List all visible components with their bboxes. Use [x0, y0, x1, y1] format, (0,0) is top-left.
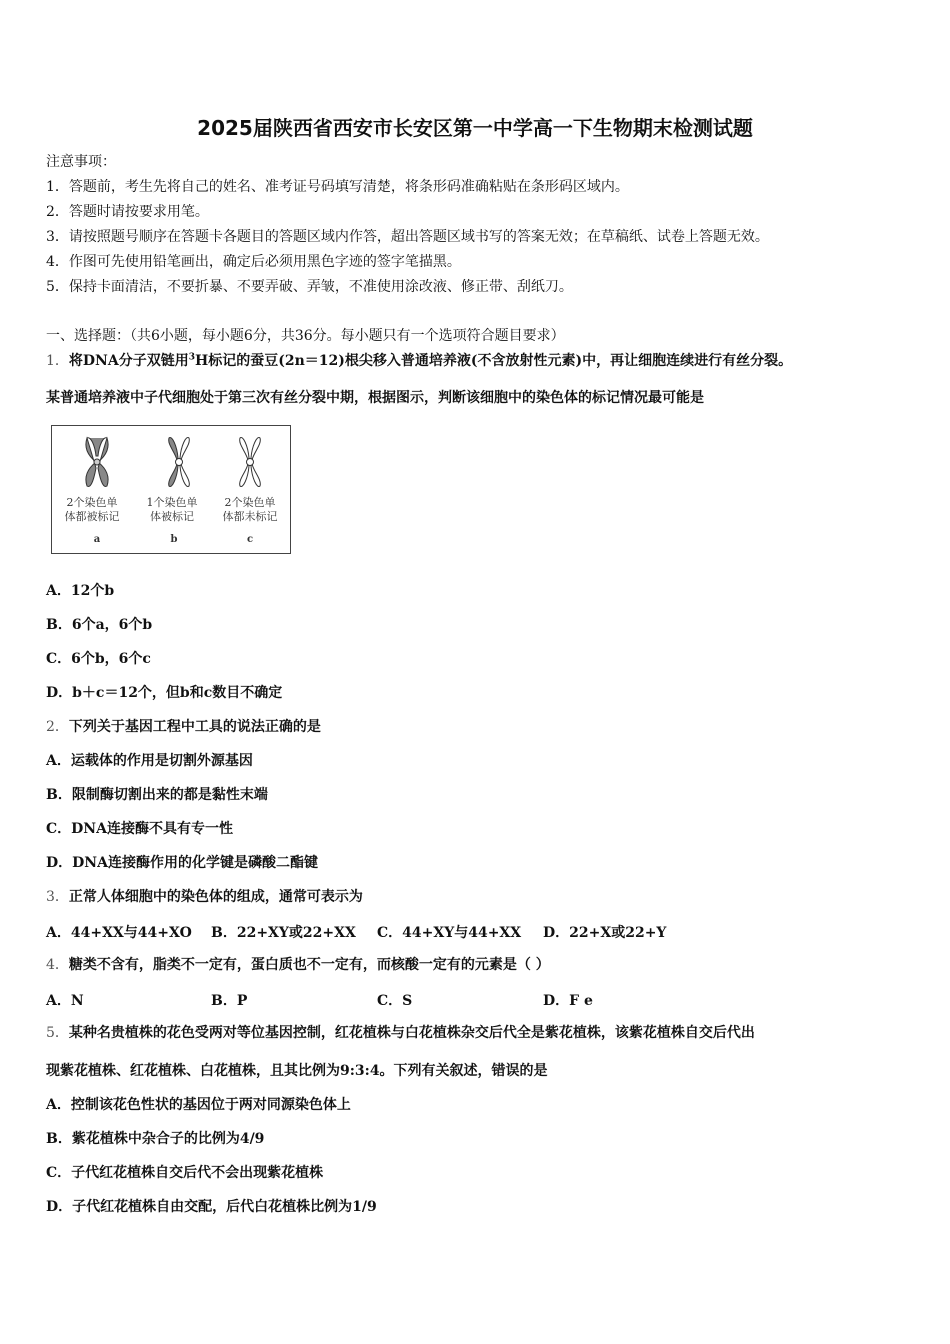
- notice-item: 2．答题时请按要求用笔。: [46, 204, 209, 220]
- q2-option-d: D．DNA连接酶作用的化学键是磷酸二酯键: [46, 855, 318, 871]
- q1-option-c: C．6个b，6个c: [46, 651, 151, 667]
- question-5-stem: 5．某种名贵植株的花色受两对等位基因控制，红花植株与白花植株杂交后代全是紫花植株，该紫花植株自交后代出: [46, 1025, 755, 1041]
- caption-a: 2个染色单 体都被标记: [64, 496, 120, 523]
- notice-item: 5．保持卡面清洁，不要折暴、不要弄破、弄皱，不准使用涂改液、修正带、刮纸刀。: [46, 279, 573, 295]
- q5-option-c: C．子代红花植株自交后代不会出现紫花植株: [46, 1165, 324, 1181]
- label-b: b: [170, 534, 178, 545]
- question-number: 1．: [46, 353, 69, 369]
- question-number: 2．: [46, 719, 69, 735]
- q5-option-b: B．紫花植株中杂合子的比例为4/9: [46, 1131, 265, 1147]
- chromosome-a: [86, 438, 108, 487]
- section-heading: 一、选择题：（共6小题，每小题6分，共36分。每小题只有一个选项符合题目要求）: [46, 328, 565, 344]
- q4-option-d: D．F e: [543, 993, 593, 1009]
- q5-option-d: D．子代红花植株自由交配，后代白花植株比例为1/9: [46, 1199, 377, 1215]
- chromosome-b: [169, 438, 190, 487]
- question-1-stem: 1．将DNA分子双链用$^3$H标记的蚕豆(2n＝12)根尖移入普通培养液(不含放射性元素)中，再让细胞连续进行有丝分裂。: [46, 352, 793, 369]
- q3-option-b: B．22+XY或22+XX: [211, 925, 356, 941]
- q1-option-d: D．b＋c＝12个，但b和c数目不确定: [46, 685, 283, 701]
- question-number: 4．: [46, 957, 69, 973]
- label-c: c: [246, 534, 254, 545]
- q4-option-a: A．N: [46, 993, 84, 1009]
- notice-item: 4．作图可先使用铅笔画出，确定后必须用黑色字迹的签字笔描黑。: [46, 254, 461, 270]
- question-5-stem-cont: 现紫花植株、红花植株、白花植株，且其比例为9:3:4。下列有关叙述，错误的是: [46, 1063, 548, 1079]
- q3-option-c: C．44+XY与44+XX: [377, 925, 522, 941]
- question-2-stem: 2．下列关于基因工程中工具的说法正确的是: [46, 719, 321, 735]
- q2-option-c: C．DNA连接酶不具有专一性: [46, 821, 233, 837]
- question-3-stem: 3．正常人体细胞中的染色体的组成，通常可表示为: [46, 889, 363, 905]
- notice-item: 1．答题前，考生先将自己的姓名、准考证号码填写清楚，将条形码准确粘贴在条形码区域内。: [46, 179, 629, 195]
- question-4-stem: 4．糖类不含有，脂类不一定有，蛋白质也不一定有，而核酸一定有的元素是（ ）: [46, 957, 550, 973]
- caption-c: 2个染色单 体都未标记: [222, 496, 278, 523]
- q3-option-a: A．44+XX与44+XO: [46, 925, 192, 941]
- q3-option-d: D．22+X或22+Y: [543, 925, 667, 941]
- question-number: 5．: [46, 1025, 69, 1041]
- chromosome-c: [240, 438, 261, 487]
- question-1-stem-cont: 某普通培养液中子代细胞处于第三次有丝分裂中期，根据图示，判断该细胞中的染色体的标记情况最可能是: [46, 390, 704, 406]
- chromosome-figure: [51, 425, 291, 554]
- q1-option-b: B．6个a，6个b: [46, 617, 153, 633]
- label-a: a: [93, 534, 101, 545]
- q1-option-a: A．12个b: [46, 583, 115, 599]
- page-title: 2025届陕西省西安市长安区第一中学高一下生物期末检测试题: [197, 116, 753, 140]
- question-number: 3．: [46, 889, 69, 905]
- q4-option-c: C．S: [377, 993, 413, 1009]
- notice-heading: 注意事项：: [46, 154, 116, 170]
- q2-option-a: A．运载体的作用是切割外源基因: [46, 753, 253, 769]
- notice-item: 3．请按照题号顺序在答题卡各题目的答题区域内作答，超出答题区域书写的答案无效；在草稿纸、试卷上答题无效。: [46, 229, 769, 245]
- q5-option-a: A．控制该花色性状的基因位于两对同源染色体上: [46, 1097, 351, 1113]
- q2-option-b: B．限制酶切割出来的都是黏性末端: [46, 787, 268, 803]
- q4-option-b: B．P: [211, 993, 248, 1009]
- caption-b: 1个染色单 体被标记: [146, 496, 198, 523]
